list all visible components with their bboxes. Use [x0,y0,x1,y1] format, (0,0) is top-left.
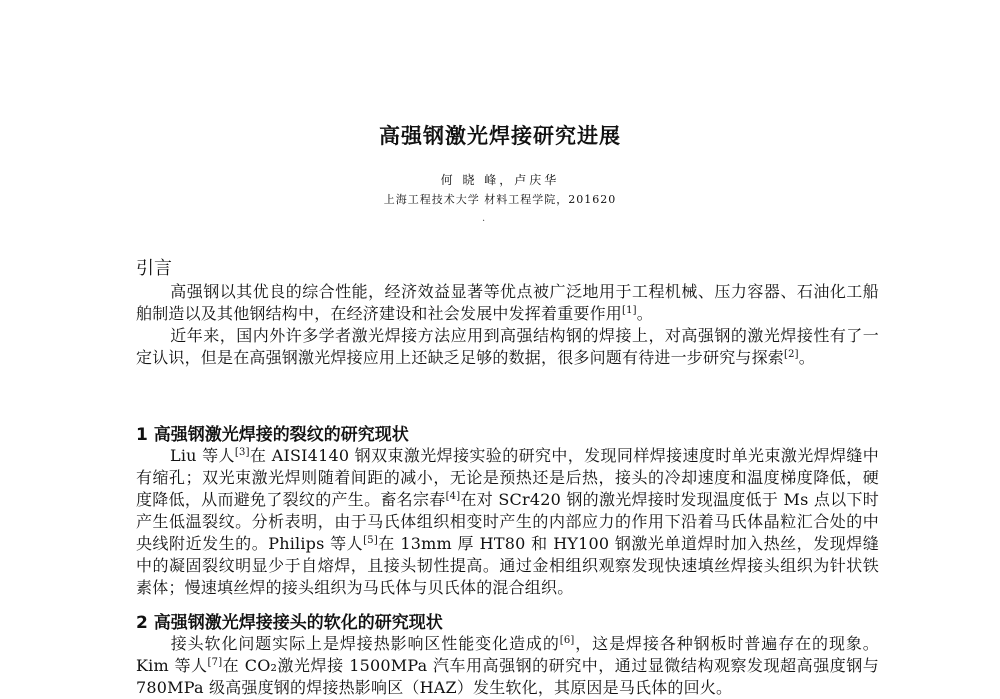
intro-paragraph-1 [136,281,879,325]
section-1-text: 在 AISI4140 钢双束激光焊接实验的研究中，发现同样焊接速度时单光束激光焊焊缝中有缩孔；双光束激光焊则随着间距的减小，无论是预热还是后热，接头的冷却速度和温度梯度降低，硬度降低，从而避免了裂纹的产生。畜名宗春 [136,446,879,509]
author-affiliation: 上海工程技术大学 材料工程学院，201620 [383,193,617,206]
section-2-text: 在 CO₂激光焊接 1500MPa 汽车用高强钢的研究中，通过显微结构观察发现超高强度钢与 780MPa 级高强度钢的焊接热影响区（HAZ）发生软化，其原因是马氏体的回火。 [136,656,879,697]
section-1-heading: 1 高强钢激光焊接的裂纹的研究现状 [136,425,409,445]
intro-p2-end: 。 [798,348,815,367]
intro-p1-text: 高强钢以其优良的综合性能，经济效益显著等优点被广泛地用于工程机械、压力容器、石油化工船舶制造以及其他钢结构中，在经济建设和社会发展中发挥着重要作用 [136,282,879,323]
intro-paragraph-2 [136,325,879,369]
scan-mark: · [482,216,486,227]
author-names: 何 晓 峰，卢庆华 [440,173,560,187]
section-1-text: 在 13mm 厚 HT80 和 HY100 钢激光单道焊时加入热丝，发现焊缝中的凝固裂纹明显少于自熔焊，且接头韧性提高。通过金相组织观察发现快速填丝焊接头组织为针状铁素体；慢速填丝焊的接头组织为马氏体与贝氏体的混合组织。 [136,534,879,597]
section-1-text: 在对 SCr420 钢的激光焊接时发现温度低于 Ms 点以下时产生低温裂纹。分析表明，由于马氏体组织相变时产生的内部应力的作用下沿着马氏体晶粒汇合处的中央线附近发生的。Philips 等人 [136,490,879,553]
section-1-text: Liu 等人 [170,446,235,465]
citation: [4] [445,491,461,502]
citation: [2] [784,349,799,360]
intro-p1-end: 。 [636,304,653,323]
intro-heading: 引言 [136,258,172,279]
citation: [1] [622,305,637,316]
citation: [7] [207,657,223,668]
section-2-text: ，这是焊接各种钢板时普遍存在的现象。Kim 等人 [136,634,879,675]
section-2-heading: 2 高强钢激光焊接接头的软化的研究现状 [136,613,443,633]
section-2-text: 接头软化问题实际上是焊接热影响区性能变化造成的 [170,634,560,653]
paper-title: 高强钢激光焊接研究进展 [379,124,621,148]
section-1-paragraph [136,445,879,599]
citation: [5] [363,535,378,546]
section-2-paragraph [136,633,879,699]
intro-p2-text: 近年来，国内外许多学者激光焊接方法应用到高强结构钢的焊接上，对高强钢的激光焊接性有了一定认识，但是在高强钢激光焊接应用上还缺乏足够的数据，很多问题有待进一步研究与探索 [136,326,879,367]
citation: [6] [559,635,575,646]
citation: [3] [234,447,250,458]
